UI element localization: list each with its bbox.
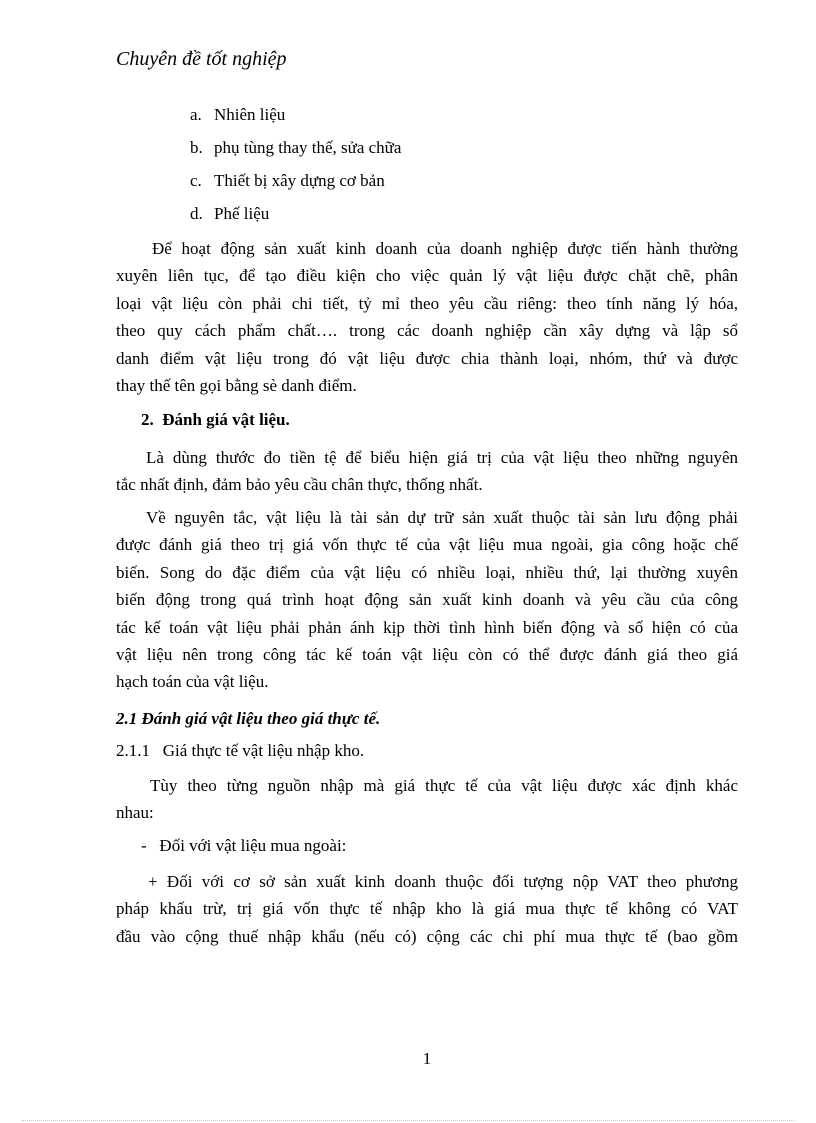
text-line: Về nguyên tắc, vật liệu là tài sản dự trữ sản xuất thuộc tài sản lưu động phải: [146, 508, 738, 527]
subsection-heading: 2.1 Đánh giá vật liệu theo giá thực tế.: [116, 709, 381, 728]
section-number: 2.: [141, 410, 154, 429]
section-title: Đánh giá vật liệu.: [162, 410, 290, 429]
text-line: theo quy cách phẩm chất…. trong các doanh nghiệp cần xây dựng và lập sổ: [116, 321, 738, 341]
text-line: Là dùng thước đo tiền tệ để biểu hiện giá trị của vật liệu theo những nguyên: [146, 448, 738, 467]
list-item-text: phụ tùng thay thế, sửa chữa: [214, 138, 402, 157]
list-marker: b.: [190, 138, 203, 157]
text-line: tác kế toán vật liệu phải phản ánh kịp thời tình hình biến động và số hiện có của: [116, 617, 738, 637]
text-line: thay thế tên gọi bằng sè danh điểm.: [116, 376, 357, 396]
list-item: [190, 138, 401, 158]
bullet-text: Đối với vật liệu mua ngoài:: [159, 836, 347, 855]
subsubsection-heading: [116, 741, 364, 761]
list-item: [190, 171, 385, 191]
text-line: hạch toán của vật liệu.: [116, 672, 269, 692]
text-line: xuyên liên tục, để tạo điều kiện cho việc quản lý vật liệu được chặt chẽ, phân: [116, 266, 738, 286]
paragraph-sources: [116, 772, 738, 827]
list-item: [190, 105, 285, 125]
text-line: tắc nhất định, đảm bảo yêu cầu chân thực, thống nhất.: [116, 475, 483, 495]
text-line: vật liệu nên trong công tác kế toán vật liệu còn có thể được đánh giá theo giá: [116, 645, 738, 665]
text-line: + Đối với cơ sở sản xuất kinh doanh thuộc đối tượng nộp VAT theo phương: [148, 872, 738, 891]
subsubsection-title: Giá thực tế vật liệu nhập kho.: [162, 741, 365, 760]
text-line: được đánh giá theo trị giá vốn thực tế của vật liệu mua ngoài, gia công hoặc chế: [116, 535, 738, 555]
text-line: loại vật liệu còn phải chi tiết, tỷ mỉ theo yêu cầu riêng: theo tính năng lý hóa,: [116, 293, 738, 313]
text-line: biến động trong quá trình hoạt động sản xuất kinh doanh và yêu cầu của công: [116, 590, 738, 610]
text-line: pháp khấu trừ, trị giá vốn thực tế nhập kho là giá mua thực tế không có VAT: [116, 899, 738, 919]
page-number: 1: [422, 1049, 432, 1068]
page-bottom-divider: [22, 1120, 794, 1121]
list-item-text: Nhiên liệu: [214, 105, 286, 124]
list-item: [190, 204, 269, 224]
document-header: Chuyên đề tốt nghiệp: [116, 48, 287, 70]
bullet-item: [141, 836, 346, 856]
text-line: danh điểm vật liệu trong đó vật liệu được chia thành loại, nhóm, thứ và được: [116, 348, 738, 368]
text-line: Để hoạt động sản xuất kinh doanh của doanh nghiệp được tiến hành thường: [152, 239, 738, 258]
bullet-marker: -: [141, 836, 147, 855]
paragraph-definition: [116, 444, 738, 499]
section-heading: [141, 410, 290, 430]
text-line: nhau:: [116, 803, 154, 823]
paragraph-purchase: [116, 868, 738, 950]
text-line: Tùy theo từng nguồn nhập mà giá thực tế của vật liệu được xác định khác: [150, 776, 738, 795]
paragraph-principle: [116, 504, 738, 696]
text-line: biến. Song do đặc điểm của vật liệu có nhiều loại, nhiều thứ, lại thường xuyên: [116, 562, 738, 582]
list-item-text: Phế liệu: [214, 204, 270, 223]
list-marker: d.: [190, 204, 203, 223]
list-marker: a.: [190, 105, 202, 124]
paragraph-classification: [116, 235, 738, 399]
list-item-text: Thiết bị xây dựng cơ bản: [214, 171, 385, 190]
list-marker: c.: [190, 171, 202, 190]
subsubsection-number: 2.1.1: [116, 741, 150, 760]
text-line: đầu vào cộng thuế nhập khẩu (nếu có) cộng các chi phí mua thực tế (bao gồm: [116, 926, 738, 946]
